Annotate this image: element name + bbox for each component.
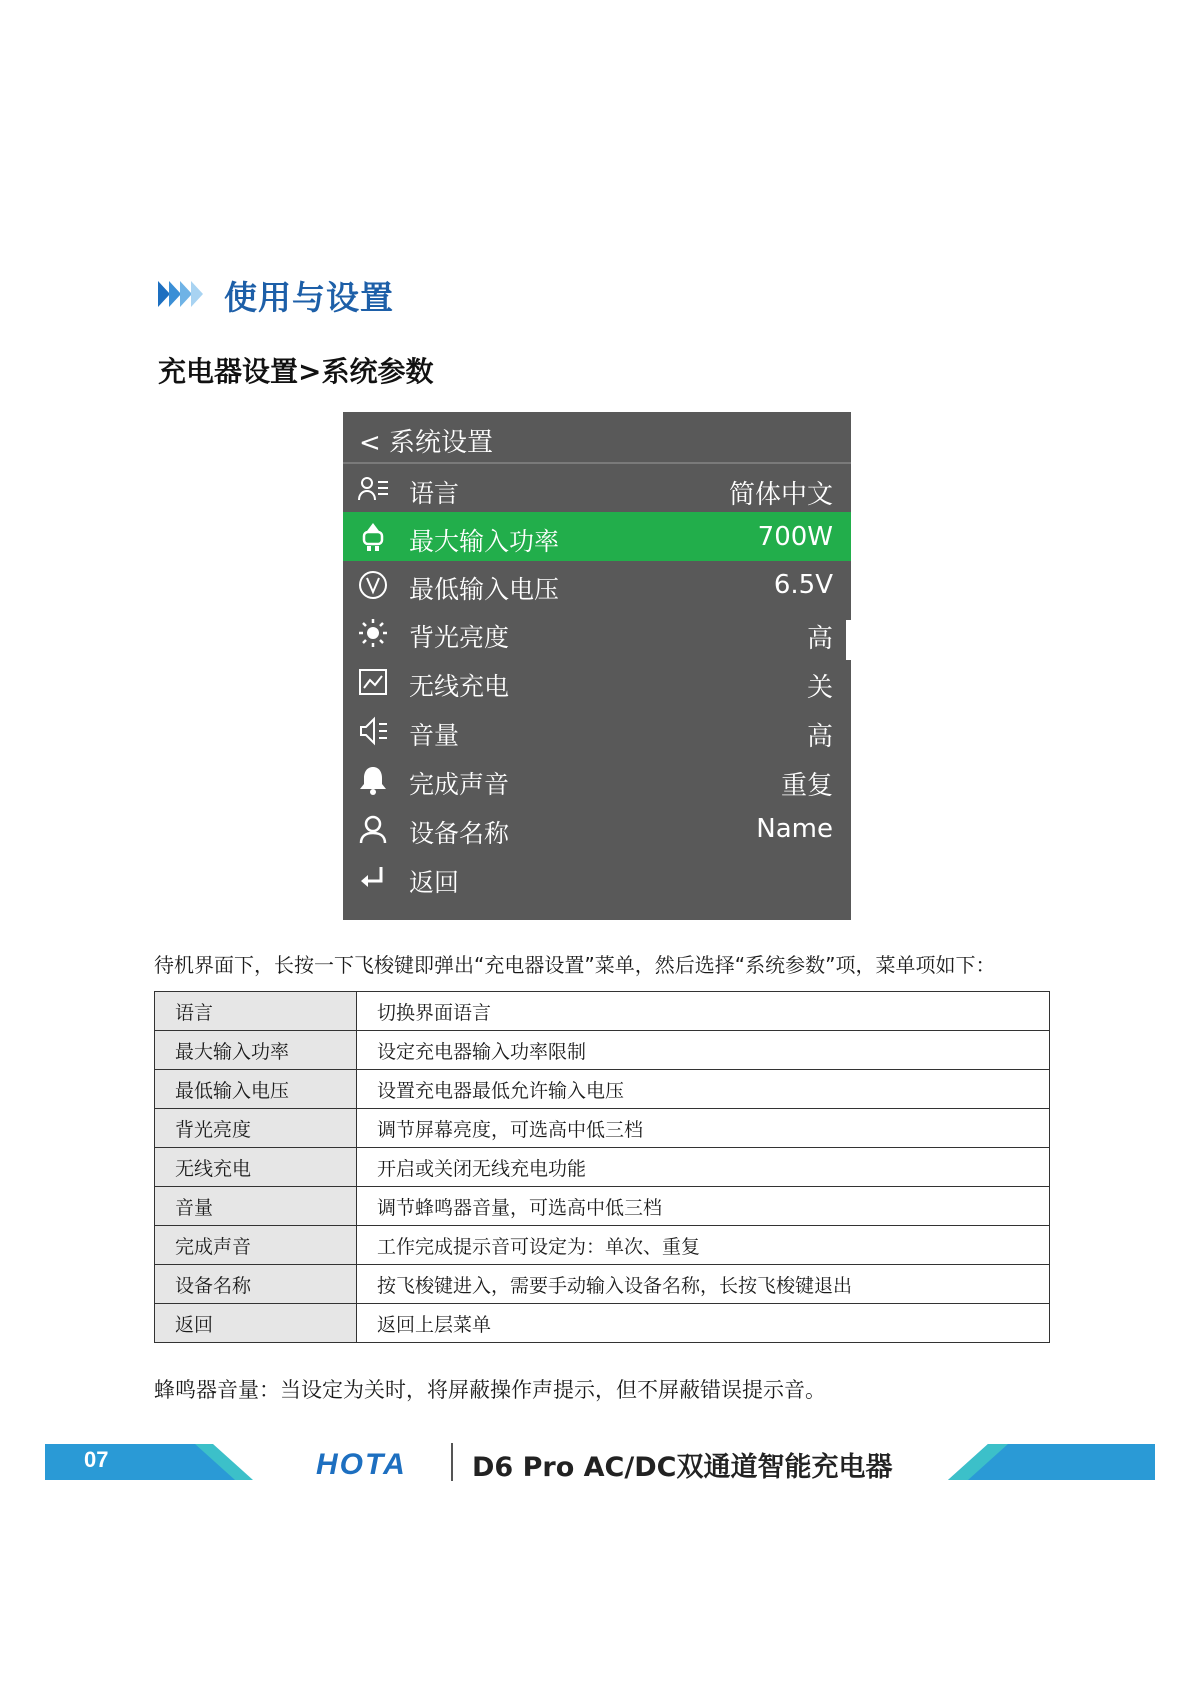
screen-item-value: 关 bbox=[806, 673, 833, 703]
table-cell-desc: 设定充电器输入功率限制 bbox=[357, 1031, 1050, 1070]
table-cell-name: 音量 bbox=[155, 1187, 357, 1226]
footer-left-band bbox=[45, 1444, 253, 1480]
svg-text:HOTA: HOTA bbox=[316, 1448, 407, 1478]
screen-scrollbar bbox=[846, 620, 851, 660]
page-number: 07 bbox=[84, 1447, 109, 1472]
screen-item-value: 简体中文 bbox=[728, 480, 833, 510]
screen-item-label: 完成声音 bbox=[409, 770, 510, 799]
screen-item[interactable] bbox=[343, 657, 851, 706]
screen-item-value: Name bbox=[756, 814, 833, 844]
section-title: 使用与设置 bbox=[224, 278, 394, 317]
table-cell-name: 设备名称 bbox=[155, 1265, 357, 1304]
table-cell-name: 完成声音 bbox=[155, 1226, 357, 1265]
screen-item[interactable] bbox=[343, 804, 851, 853]
screen-item[interactable] bbox=[343, 853, 851, 902]
hota-logo bbox=[316, 1448, 434, 1478]
screen-item-label: 最低输入电压 bbox=[409, 575, 560, 604]
section-subtitle: 充电器设置>系统参数 bbox=[158, 355, 434, 388]
table-cell-desc: 工作完成提示音可设定为：单次、重复 bbox=[357, 1226, 1050, 1265]
screen-item-value: 6.5V bbox=[773, 570, 833, 600]
table-row bbox=[155, 992, 1050, 1031]
table-cell-name: 最低输入电压 bbox=[155, 1070, 357, 1109]
table-cell-name: 背光亮度 bbox=[155, 1109, 357, 1148]
screen-item-label: 语言 bbox=[409, 479, 460, 508]
product-title: D6 Pro AC/DC双通道智能充电器 bbox=[472, 1452, 893, 1483]
language-icon bbox=[357, 474, 389, 504]
screen-header bbox=[343, 412, 851, 464]
footer-right-band bbox=[948, 1444, 1155, 1480]
table-row bbox=[155, 1187, 1050, 1226]
screen-item[interactable] bbox=[343, 560, 851, 609]
screen-item-label: 音量 bbox=[409, 721, 460, 750]
table-cell-desc: 调节屏幕亮度，可选高中低三档 bbox=[357, 1109, 1050, 1148]
bell-icon bbox=[357, 765, 389, 795]
return-icon bbox=[357, 863, 389, 893]
table-cell-desc: 按飞梭键进入，需要手动输入设备名称，长按飞梭键退出 bbox=[357, 1265, 1050, 1304]
screen-item[interactable] bbox=[343, 512, 851, 561]
screen-item-label: 无线充电 bbox=[409, 672, 510, 701]
screen-item-value: 高 bbox=[806, 624, 833, 654]
screen-item-label: 返回 bbox=[409, 868, 460, 897]
table-row bbox=[155, 1226, 1050, 1265]
voltage-icon bbox=[357, 570, 389, 600]
screen-item-value: 重复 bbox=[780, 771, 833, 801]
note-text: 蜂鸣器音量：当设定为关时，将屏蔽操作声提示，但不屏蔽错误提示音。 bbox=[154, 1378, 826, 1402]
table-row bbox=[155, 1031, 1050, 1070]
table-cell-name: 语言 bbox=[155, 992, 357, 1031]
table-row bbox=[155, 1265, 1050, 1304]
brightness-icon bbox=[357, 618, 389, 648]
table-cell-name: 无线充电 bbox=[155, 1148, 357, 1187]
section-arrows-icon bbox=[158, 279, 204, 309]
table-cell-desc: 切换界面语言 bbox=[357, 992, 1050, 1031]
screen-title: < 系统设置 bbox=[359, 428, 494, 458]
table-row bbox=[155, 1070, 1050, 1109]
screen-item-label: 设备名称 bbox=[409, 819, 510, 848]
screen-item-value: 高 bbox=[806, 722, 833, 752]
table-row bbox=[155, 1304, 1050, 1343]
table-cell-name: 返回 bbox=[155, 1304, 357, 1343]
table-row bbox=[155, 1148, 1050, 1187]
screen-item-label: 最大输入功率 bbox=[409, 527, 560, 556]
screen-item[interactable] bbox=[343, 755, 851, 804]
menu-spec-table bbox=[154, 991, 1050, 1343]
screen-item-value: 700W bbox=[757, 522, 833, 552]
user-icon bbox=[357, 814, 389, 844]
table-row bbox=[155, 1109, 1050, 1148]
table-cell-desc: 设置充电器最低允许输入电压 bbox=[357, 1070, 1050, 1109]
speaker-icon bbox=[357, 716, 389, 746]
screen-item[interactable] bbox=[343, 706, 851, 755]
intro-text: 待机界面下，长按一下飞梭键即弹出“充电器设置”菜单，然后选择“系统参数”项，菜单项如下： bbox=[154, 953, 996, 977]
power-plug-icon bbox=[357, 522, 389, 552]
table-cell-desc: 返回上层菜单 bbox=[357, 1304, 1050, 1343]
table-cell-desc: 调节蜂鸣器音量，可选高中低三档 bbox=[357, 1187, 1050, 1226]
screen-item-label: 背光亮度 bbox=[409, 623, 510, 652]
footer-divider bbox=[451, 1443, 453, 1481]
table-cell-name: 最大输入功率 bbox=[155, 1031, 357, 1070]
screen-item[interactable] bbox=[343, 464, 851, 513]
device-screen bbox=[343, 412, 851, 920]
wireless-charge-icon bbox=[357, 667, 389, 697]
screen-item[interactable] bbox=[343, 608, 851, 657]
table-cell-desc: 开启或关闭无线充电功能 bbox=[357, 1148, 1050, 1187]
